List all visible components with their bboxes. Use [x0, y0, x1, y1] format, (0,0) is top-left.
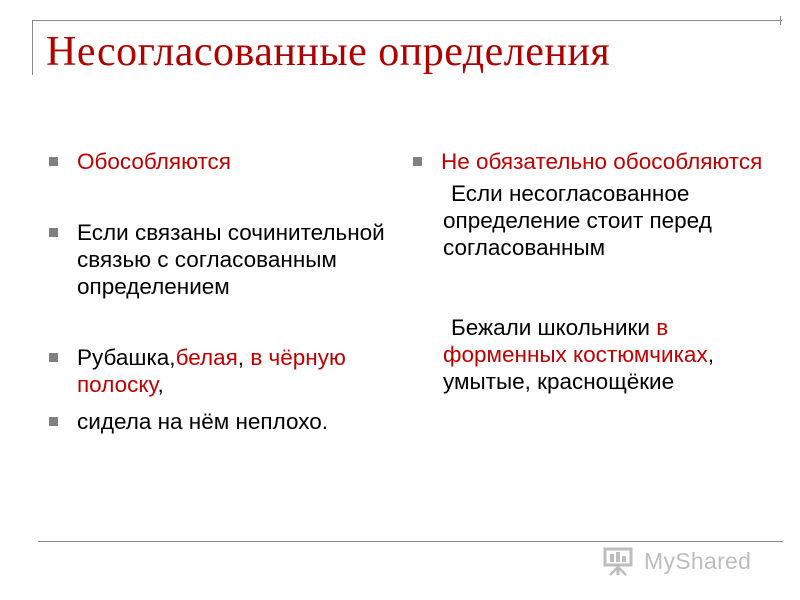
right-example-red: в форменных костюмчиках — [443, 315, 708, 367]
slide-title: Несогласованные определения — [46, 29, 611, 75]
bullet-icon — [413, 157, 422, 166]
left-rule-text: Если связаны сочинительной связью с согласованным определением — [77, 220, 385, 299]
bullet-icon — [49, 353, 58, 362]
left-example-word: Рубашка, — [77, 345, 176, 370]
presentation-board-icon — [602, 546, 636, 576]
left-example-continuation-item — [49, 408, 399, 435]
bullet-icon — [49, 417, 58, 426]
top-rule-tick — [780, 16, 781, 25]
watermark-logo — [602, 545, 751, 577]
bottom-rule-line — [38, 541, 783, 542]
left-example-red-2: в чёрную полоску — [77, 345, 346, 397]
left-example-comma: , — [157, 372, 164, 397]
right-rule-text: Если несогласованное определение стоит перед согласованным — [443, 181, 712, 260]
right-column — [413, 148, 773, 395]
left-example-separator: , — [237, 345, 251, 370]
left-example-item — [49, 344, 399, 398]
watermark-text: MyShared — [644, 547, 752, 574]
bullet-icon — [49, 157, 58, 166]
right-example-text: Бежали школьники — [451, 315, 657, 340]
left-heading: Обособляются — [77, 149, 231, 174]
left-heading-item — [49, 148, 399, 175]
right-heading: Не обязательно обособляются — [441, 149, 763, 174]
right-example-rest: , умытые, краснощёкие — [443, 342, 714, 394]
top-rule-line — [32, 20, 782, 21]
left-example-red-1: белая — [175, 345, 238, 370]
right-heading-item — [413, 148, 773, 175]
left-example-continuation: сидела на нём неплохо. — [77, 409, 328, 434]
left-rule-item — [49, 219, 399, 300]
bullet-icon — [49, 228, 58, 237]
title-side-bar — [32, 20, 33, 75]
right-example-paragraph — [413, 314, 773, 395]
left-column — [49, 148, 399, 435]
right-rule-paragraph — [413, 180, 773, 261]
